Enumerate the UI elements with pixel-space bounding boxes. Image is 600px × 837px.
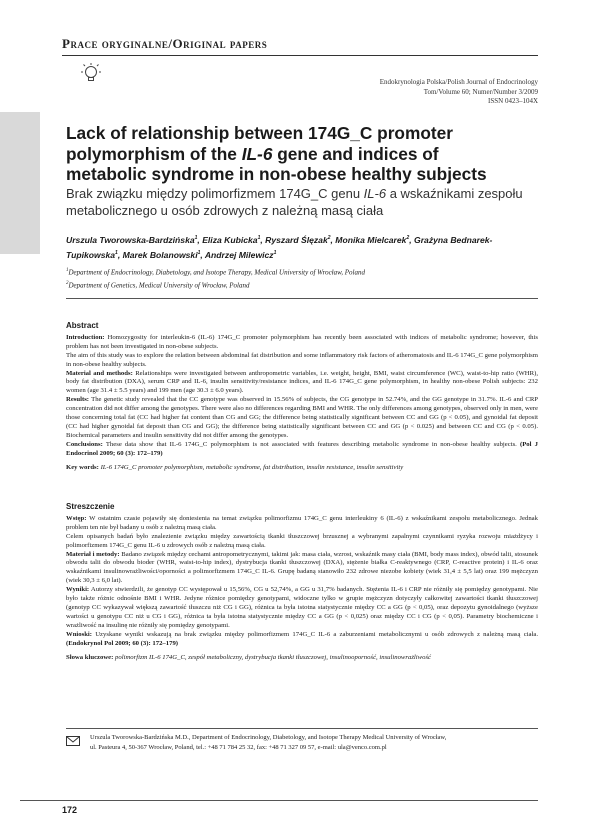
author-name: Grażyna Bednarek-Tupikowska [66, 234, 493, 260]
streszczenie-heading: Streszczenie [66, 502, 115, 511]
journal-volume: Tom/Volume 60; Numer/Number 3/2009 [423, 87, 538, 96]
author-name: Marek Bolanowski [122, 249, 198, 260]
correspondence-address [90, 733, 538, 753]
abstract-heading: Abstract [66, 321, 99, 330]
page-number: 172 [62, 805, 78, 815]
side-band [0, 112, 40, 254]
abstract-section [66, 322, 538, 473]
affiliations [66, 265, 536, 292]
section-heading: Prace oryginalne/Original papers [62, 36, 268, 51]
affiliation: $^1$Department of Endocrinology, Diabetology, and Isotope Therapy, Medical University of Wrocław, Poland [66, 268, 365, 277]
streszczenie-section [66, 503, 538, 662]
author-affiliation-mark: 2 [327, 235, 331, 241]
author-name: Ryszard Ślęzak [265, 234, 328, 245]
streszczenie-cel: Celem opisanych badań było znalezienie związku między zawartością tkanki tłuszczowej brzusznej a wybranymi zapalnymi czynnikami ryzyka rozwoju miażdżycy i polimorfizmem 174G_C genu IL-6 u zdrowych osób z należną masą ciała. [66, 532, 538, 549]
author-affiliation-mark: 1 [197, 249, 201, 256]
streszczenie-wnioski: Wnioski: Uzyskane wyniki wskazują na brak związku między polimorfizmem 174G_C IL-6 a zaburzeniami metabolicznymi u osób zdrowych z należną masą ciała. (Endokrynol Pol 2009; 60 (3): 172–179) [66, 630, 538, 647]
article-title: Lack of relationship between 174G_C promoter polymorphism of the IL-6 gene and indices of metabolic syndrome in non-obese healthy subjects [66, 123, 487, 184]
author-name: Andrzej Milewicz [204, 249, 274, 260]
abstract-aim: The aim of this study was to explore the relation between abdominal fat distribution and some inflammatory risk factors of atheromatosis and IL-6 174G_C gene polymorphism in non-obese healthy subjects. [66, 351, 538, 368]
correspondence-line: ul. Pasteura 4, 50-367 Wrocław, Poland, tel.: +48 71 784 25 32, fax: +48 71 327 09 57, e-mail: ula@venco.com.pl [90, 744, 387, 751]
abstract-keywords: Key words: IL-6 174G_C promoter polymorphism, metabolic syndrome, fat distribution, insulin resistance, insulin sensitivity [66, 463, 404, 471]
author-name: Urszula Tworowska-Bardzińska [66, 234, 195, 245]
author-affiliation-mark: 1 [194, 235, 198, 241]
abstract-results: Results: The genetic study revealed that the CC genotype was observed in 15.56% of subjects, the CG genotype in 52.74%, and the GG genotype in 31.7%. IL-6 and CRP concentration did not differ among the genotypes. There were also no differences regarding BMI and WHR. The only differences among genotypes, observed only in men, were those concerning total fat (CC had higher fat content than CG and GG; the difference being statistically significant between CC and GG (p < 0.05), and gynoidal fat deposit (CC had higher gynoidal fat deposit than CG and GG); the difference being statistically significant between CC and GG (p < 0.025) and between CC and CG (p < 0.05). Biochemical parameters and insulin sensitivity did not differ among the genotypes. [66, 396, 538, 439]
author-list: Urszula Tworowska-Bardzińska$^1$, Eliza Kubicka$^1$, Ryszard Ślęzak$^2$, Monika Mielcarek$^2$, Grażyna Bednarek-Tupikowska$^1$, Marek Bolanowski$^1$, Andrzej Milewicz$^1$ [66, 234, 493, 260]
streszczenie-wstep: Wstęp: W ostatnim czasie pojawiły się doniesienia na temat związku polimorfizmu 174G_C genu interleukiny 6 (IL-6) z wskaźnikami zespołu metabolicznego. Jednak problem ten nie był badany u osób z należną masą ciała. [66, 514, 538, 531]
article-title-polish: Brak związku między polimorfizmem 174G_C genu IL-6 a wskaźnikami zespołu metabolicznego u osób zdrowych z należną masą ciała [66, 186, 523, 218]
footer-rule [20, 800, 538, 801]
author-name: Monika Mielcarek [335, 234, 407, 245]
author-affiliation-mark: 1 [115, 249, 118, 256]
author-affiliation-mark: 1 [257, 235, 261, 241]
streszczenie-wyniki: Wyniki: Autorzy stwierdzili, że genotyp CC występował u 15,56%, CG u 52,74%, a GG u 31,7% badanych. Stężenia IL-6 i CRP nie różniły się pomiędzy genotypami. Nie było także różnic odnośnie BMI i WHR. Jedyne różnice pomiędzy genotypami, widoczne tylko w grupie mężczyzn dotyczyły całkowitej zawartości tkanki tłuszczowej (genotyp CC wykazywał większą zawartość tłuszczu niż CG i GG), różnica ta była istotna statystycznie między CC a GG (p < 0,05), oraz depozytu gynoidalnego (wyższe wartości u genotypu CC niż u CG i GG), różnica ta była istotna statystycznie między CC a GG (p < 0,025) oraz między CC i CG (p < 0,05). Parametry biochemiczne i wrażliwość na insulinę nie różniły się pomiędzy genotypami. [66, 586, 538, 629]
header-rule [62, 55, 538, 56]
author-name: Eliza Kubicka [202, 234, 258, 245]
streszczenie-keywords: Słowa kluczowe: polimorfizm IL-6 174G_C, zespół metaboliczny, dystrybucja tkanki tłuszczowej, insulinooporność, insulinowrażliwość [66, 653, 432, 661]
journal-info [278, 78, 538, 107]
abstract-methods: Material and methods: Relationships were investigated between anthropometric variables, i.e. weight, height, BMI, waist circumference (WC), waist-to-hip ratio (WHR), body fat distribution (DXA), serum CRP and IL-6, insulin sensitivity/resistance indices, and IL-6 174G_C gene polymorphism, in healthy non-obese Polish subjects: 232 women (age 31.4 ± 5.5 years) and 199 men (age 30.3 ± 6.0 years). [66, 369, 538, 395]
streszczenie-metody: Materiał i metody: Badano związek między cechami antropometrycznymi, takimi jak: masa ciała, wzrost, wskaźnik masy ciała (BMI, body mass index), obwód talii, stosunek obwodu talii do obwodu bioder (WHR, waist-to-hip index), dystrybucja tkanki tłuszczowej (DXA), stężenie białka C-reaktywnego (CRP, C-reactive protein) i IL-6 oraz wskaźnikami insulinowrażliwości/oporności a polimorfizmem 174G_C IL-6. Grupę badaną stanowiło 232 zdrowe niezobe kobiety (wiek 31,4 ± 5,5 lat) oraz 199 mężczyzn (wiek 30,3 ± 6,0 lat). [66, 550, 538, 585]
divider [66, 298, 538, 299]
divider [66, 728, 538, 729]
correspondence-line: Urszula Tworowska-Bardzińska M.D., Department of Endocrinology, Diabetology, and Isotope Therapy Medical University of Wrocław, [90, 734, 447, 741]
envelope-icon [66, 736, 80, 746]
journal-issn: ISSN 0423–104X [488, 97, 538, 105]
abstract-introduction: Introduction: Homozygosity for interleukin-6 (IL-6) 174G_C promoter polymorphism has recently been associated with indices of metabolic syndrome; however, this problem has not been investigated in non-obese subjects. [66, 333, 538, 350]
lightbulb-icon [80, 62, 102, 86]
journal-name: Endokrynologia Polska/Polish Journal of Endocrinology [379, 78, 538, 86]
author-affiliation-mark: 1 [273, 249, 277, 256]
abstract-conclusions: Conclusions: These data show that IL-6 174G_C polymorphism is not associated with features describing metabolic syndrome in non-obese healthy subjects. (Pol J Endocrinol 2009; 60 (3): 172–179) [66, 440, 538, 457]
affiliation: $^2$Department of Genetics, Medical University of Wrocław, Poland [66, 281, 250, 290]
author-affiliation-mark: 2 [406, 235, 410, 241]
